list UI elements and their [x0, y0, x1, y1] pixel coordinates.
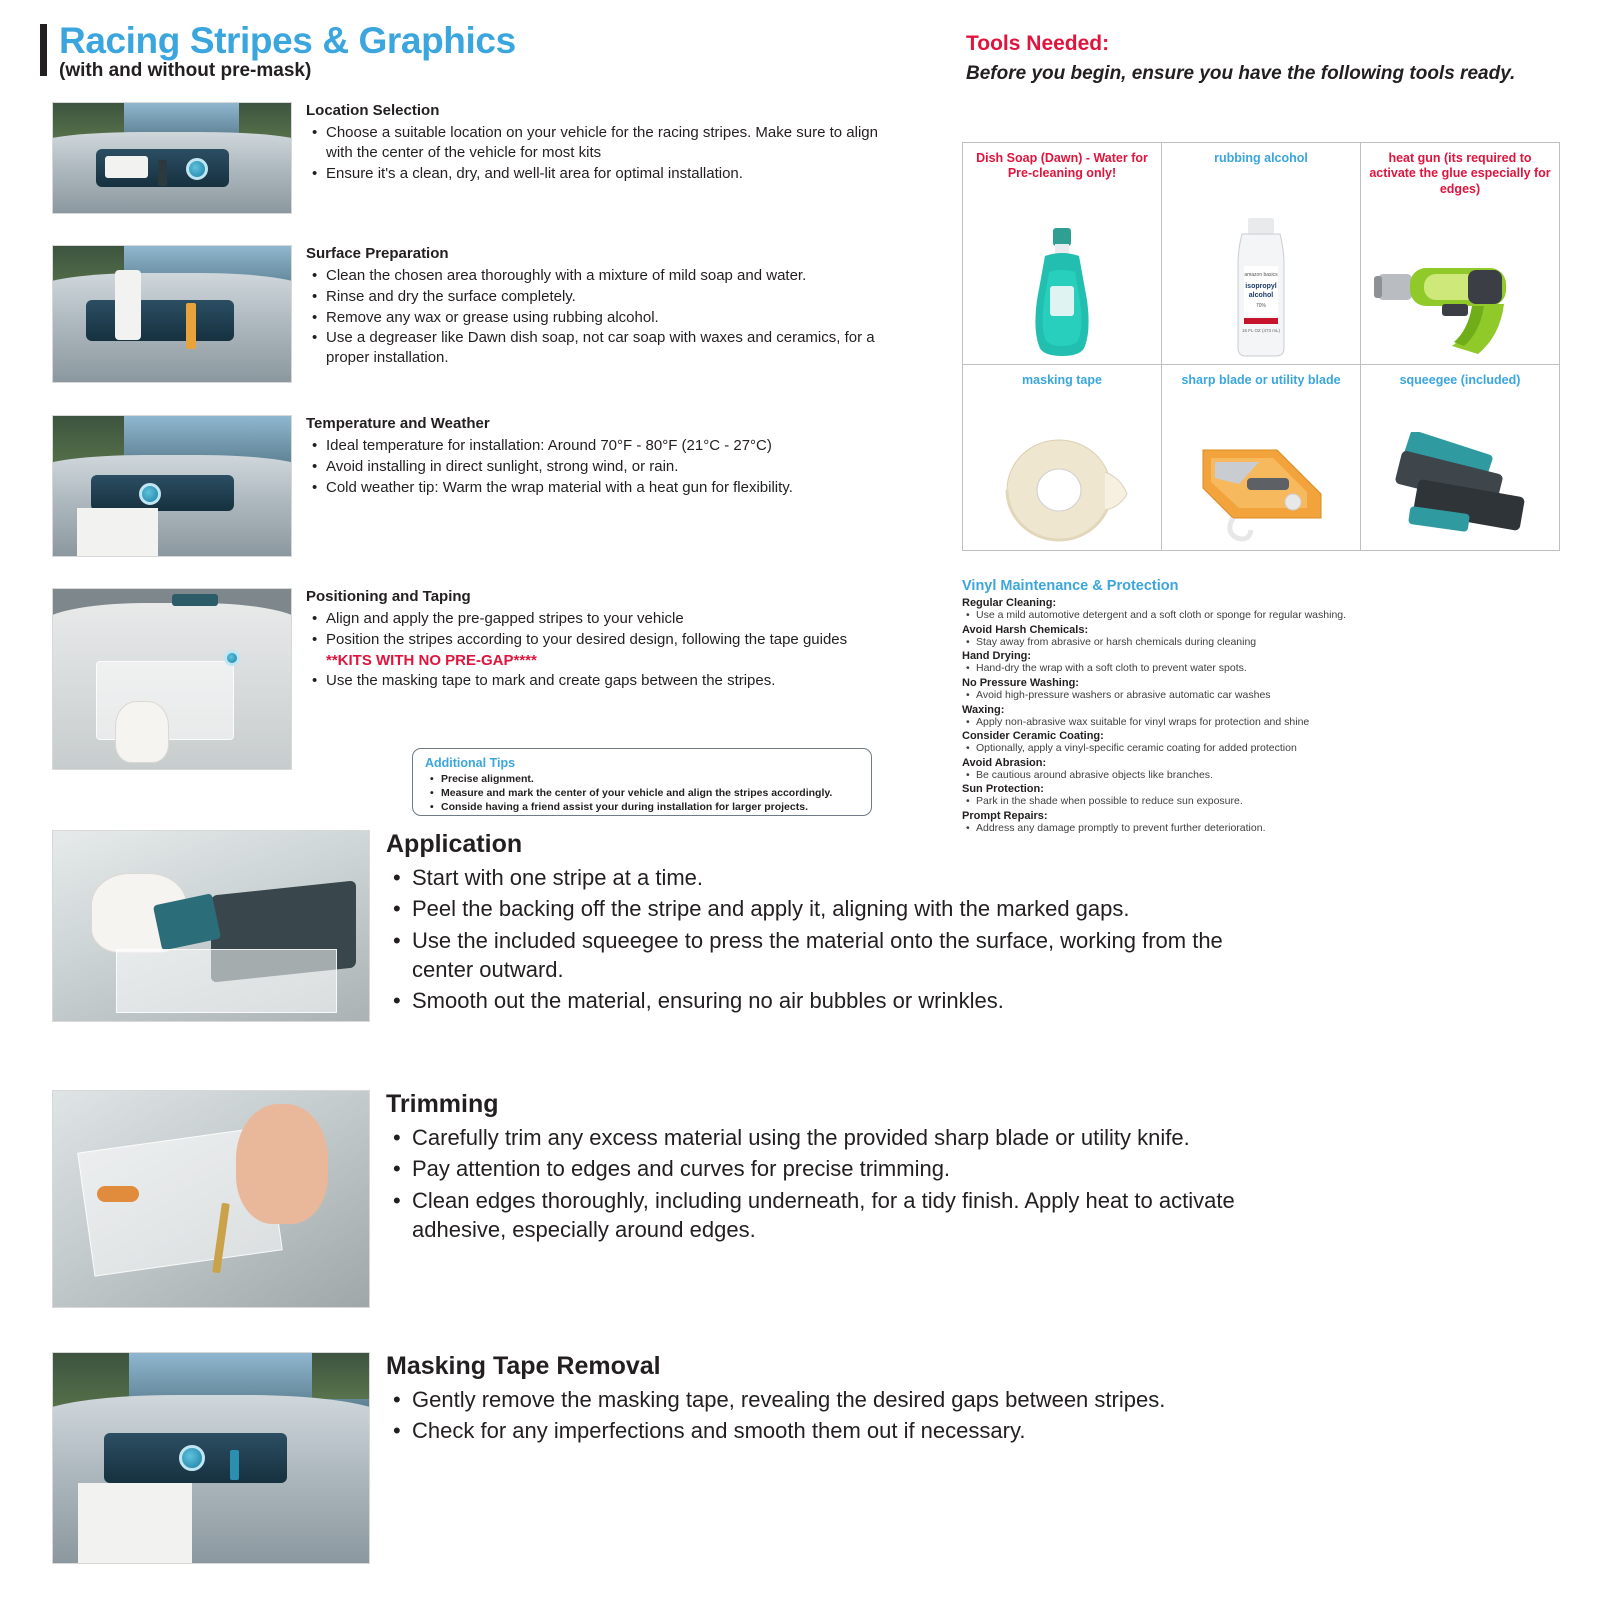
- masking-tape-roll-icon: [963, 424, 1161, 544]
- maintenance-text: • Stay away from abrasive or harsh chemicals during cleaning: [976, 636, 1562, 650]
- maintenance-heading: Regular Cleaning:: [962, 597, 1057, 609]
- step-bullets-after: [306, 671, 926, 691]
- maintenance-heading: Avoid Harsh Chemicals:: [962, 623, 1089, 636]
- page-title: Racing Stripes & Graphics: [59, 20, 516, 61]
- bullet: • Carefully trim any excess material using the provided sharp blade or utility knife.: [412, 1123, 1286, 1152]
- step-title: Location Selection: [306, 102, 440, 119]
- maintenance-text: • Use a mild automotive detergent and a soft cloth or sponge for regular washing.: [976, 609, 1562, 623]
- vinyl-maintenance-block: [962, 578, 1562, 836]
- bullet: • Ensure it's a clean, dry, and well-lit area for optimal installation.: [326, 164, 906, 184]
- bullet: • Gently remove the masking tape, revealing the desired gaps between stripes.: [412, 1385, 1286, 1414]
- maintenance-text: • Apply non-abrasive wax suitable for vinyl wraps for protection and shine: [976, 716, 1562, 730]
- tools-grid: [962, 142, 1560, 551]
- maintenance-heading: Sun Protection:: [962, 783, 1044, 796]
- tool-label: Dish Soap (Dawn) - Water for Pre-cleaning only!: [976, 151, 1148, 181]
- tool-label: squeegee (included): [1399, 373, 1521, 387]
- maintenance-text: • Be cautious around abrasive objects like branches.: [976, 769, 1562, 783]
- photo-surface-preparation: [52, 245, 292, 383]
- svg-text:70%: 70%: [1255, 303, 1267, 309]
- step-bullets: [306, 266, 906, 368]
- header-accent-bar: [40, 24, 47, 76]
- svg-text:amazon basics: amazon basics: [1244, 272, 1278, 278]
- maintenance-heading: No Pressure Washing:: [962, 676, 1079, 689]
- maintenance-text: • Optionally, apply a vinyl-specific ceramic coating for added protection: [976, 742, 1562, 756]
- tool-label: sharp blade or utility blade: [1181, 373, 1341, 387]
- bullet: • Clean edges thoroughly, including underneath, for a tidy finish. Apply heat to activate adhesive, especially around edges.: [412, 1186, 1286, 1245]
- maintenance-title: Vinyl Maintenance & Protection: [962, 578, 1179, 594]
- utility-knife-icon: [1162, 424, 1360, 544]
- step-positioning-and-taping: [52, 588, 926, 770]
- bullet: • Rinse and dry the surface completely.: [326, 287, 906, 307]
- bullet: • Remove any wax or grease using rubbing alcohol.: [326, 308, 906, 328]
- maintenance-heading: Waxing:: [962, 703, 1005, 716]
- section-masking-tape-removal: [52, 1352, 1286, 1564]
- maintenance-text: • Park in the shade when possible to reduce sun exposure.: [976, 795, 1562, 809]
- step-title: Surface Preparation: [306, 245, 449, 262]
- section-trimming: [52, 1090, 1286, 1308]
- bullet: • Pay attention to edges and curves for precise trimming.: [412, 1154, 1286, 1183]
- bullet: • Use a degreaser like Dawn dish soap, not car soap with waxes and ceramics, for a proper installation.: [326, 328, 906, 368]
- svg-text:isopropyl: isopropyl: [1245, 283, 1277, 290]
- bullet: • Start with one stripe at a time.: [412, 863, 1286, 892]
- tools-heading: Tools Needed:: [966, 32, 1110, 55]
- tool-cell-dish-soap: [963, 143, 1162, 365]
- bullet: • Position the stripes according to your desired design, following the tape guides: [326, 630, 926, 650]
- photo-temperature-weather: [52, 415, 292, 557]
- step-bullets: [306, 609, 926, 650]
- step-title: Temperature and Weather: [306, 415, 490, 432]
- bullet: • Align and apply the pre-gapped stripes to your vehicle: [326, 609, 926, 629]
- page-subtitle: (with and without pre-mask): [59, 60, 312, 81]
- section-bullets: [386, 863, 1286, 1015]
- bullet: • Clean the chosen area thoroughly with a mixture of mild soap and water.: [326, 266, 906, 286]
- tool-cell-masking-tape: [963, 365, 1162, 551]
- bullet: • Avoid installing in direct sunlight, strong wind, or rain.: [326, 457, 926, 477]
- tool-label: heat gun (its required to activate the glue especially for edges): [1369, 151, 1551, 196]
- dish-soap-bottle-icon: [963, 218, 1161, 358]
- photo-trimming: [52, 1090, 370, 1308]
- section-bullets: [386, 1123, 1286, 1244]
- photo-application: [52, 830, 370, 1022]
- photo-masking-tape-removal: [52, 1352, 370, 1564]
- maintenance-heading: Consider Ceramic Coating:: [962, 730, 1104, 743]
- squeegee-icon: [1361, 424, 1559, 544]
- step-temperature-and-weather: [52, 415, 926, 557]
- tip-item: • Conside having a friend assist your during installation for larger projects.: [441, 800, 861, 814]
- bullet: • Use the included squeegee to press the material onto the surface, working from the center outward.: [412, 926, 1286, 985]
- tip-item: • Precise alignment.: [441, 772, 861, 786]
- bullet: • Choose a suitable location on your vehicle for the racing stripes. Make sure to align with the center of the vehicle for most kits: [326, 123, 906, 163]
- tool-label: masking tape: [1022, 373, 1102, 387]
- maintenance-heading: Prompt Repairs:: [962, 810, 1048, 823]
- additional-tips-box: [412, 748, 872, 816]
- section-title: Masking Tape Removal: [386, 1352, 661, 1380]
- section-title: Trimming: [386, 1090, 499, 1118]
- bullet: • Peel the backing off the stripe and apply it, aligning with the marked gaps.: [412, 894, 1286, 923]
- heat-gun-icon: [1361, 218, 1559, 358]
- tool-cell-utility-blade: [1162, 365, 1361, 551]
- tool-cell-heat-gun: [1361, 143, 1560, 365]
- step-bullets: [306, 436, 926, 497]
- no-pregap-notice: **KITS WITH NO PRE-GAP****: [326, 651, 537, 669]
- tips-title: Additional Tips: [425, 756, 516, 770]
- step-title: Positioning and Taping: [306, 588, 471, 605]
- svg-text:16 FL OZ (473 mL): 16 FL OZ (473 mL): [1241, 328, 1281, 333]
- tool-cell-rubbing-alcohol: [1162, 143, 1361, 365]
- maintenance-text: • Address any damage promptly to prevent further deterioration.: [976, 822, 1562, 836]
- bullet: • Check for any imperfections and smooth them out if necessary.: [412, 1416, 1286, 1445]
- tools-subheading: Before you begin, ensure you have the following tools ready.: [966, 63, 1516, 84]
- alcohol-bottle-icon: [1162, 218, 1360, 358]
- section-title: Application: [386, 830, 523, 858]
- maintenance-text: • Hand-dry the wrap with a soft cloth to prevent water spots.: [976, 662, 1562, 676]
- tip-item: • Measure and mark the center of your vehicle and align the stripes accordingly.: [441, 786, 861, 800]
- tips-list: [425, 772, 861, 814]
- tool-cell-squeegee: [1361, 365, 1560, 551]
- step-bullets: [306, 123, 906, 183]
- photo-location-selection: [52, 102, 292, 214]
- maintenance-heading: Hand Drying:: [962, 650, 1032, 663]
- bullet: • Use the masking tape to mark and create gaps between the stripes.: [326, 671, 926, 691]
- section-bullets: [386, 1385, 1286, 1446]
- section-application: [52, 830, 1286, 1022]
- bullet: • Cold weather tip: Warm the wrap material with a heat gun for flexibility.: [326, 478, 926, 498]
- svg-text:alcohol: alcohol: [1248, 292, 1274, 299]
- step-surface-preparation: [52, 245, 906, 383]
- page-header: [40, 22, 516, 80]
- photo-positioning-taping: [52, 588, 292, 770]
- maintenance-heading: Avoid Abrasion:: [962, 756, 1047, 769]
- step-location-selection: [52, 102, 906, 214]
- bullet: • Ideal temperature for installation: Around 70°F - 80°F (21°C - 27°C): [326, 436, 926, 456]
- tool-label: rubbing alcohol: [1214, 151, 1308, 165]
- maintenance-text: • Avoid high-pressure washers or abrasive automatic car washes: [976, 689, 1562, 703]
- bullet: • Smooth out the material, ensuring no air bubbles or wrinkles.: [412, 986, 1286, 1015]
